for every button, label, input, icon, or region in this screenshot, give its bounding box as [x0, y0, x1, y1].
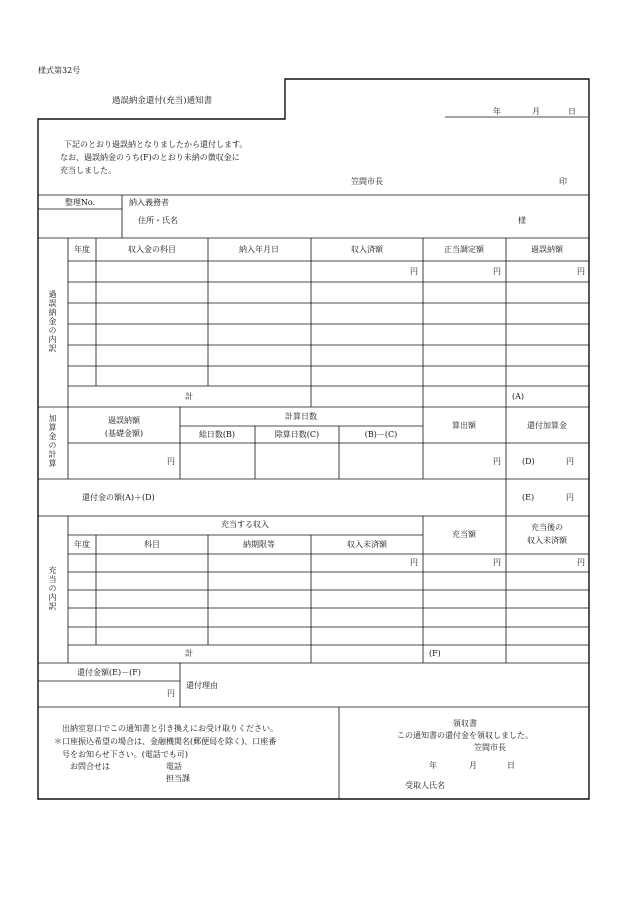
applied-income-header: 充当する収入: [221, 520, 269, 529]
base-amount-sublabel: (基礎金額): [104, 429, 144, 438]
form-title: 過誤納金還付(充当)通知書: [111, 96, 213, 106]
date-day: 日: [568, 107, 576, 116]
refund-total-label: 還付金の額(A)＋(D): [82, 493, 155, 502]
department-label: 担当課: [166, 774, 190, 783]
marker-d: (D): [522, 457, 535, 466]
date-year: 年: [493, 107, 501, 116]
address-name-label: 住所・氏名: [138, 216, 178, 225]
addition-side-label: 加算金の計算: [48, 414, 57, 468]
receipt-title: 領収書: [453, 719, 477, 728]
notes-line-2: ＊口座振込希望の場合は、金融機関名(郵便局を除く)、口座番: [54, 737, 277, 746]
calc-amount-label: 算出額: [452, 421, 476, 430]
marker-f: (F): [429, 649, 441, 658]
overpay-total-label: 計: [185, 392, 193, 401]
days-difference-label: (B)－(C): [364, 430, 398, 439]
unit-yen: 円: [577, 267, 585, 276]
notes-line-3: 号をお知らせ下さい。(電話でも可): [62, 750, 189, 759]
unit-yen: 円: [566, 493, 574, 502]
receipt-year: 年: [429, 761, 437, 770]
refund-reason-label: 還付理由: [186, 681, 218, 690]
date-month: 月: [532, 107, 540, 116]
overpayment-side-label: 過誤納金の内訳: [48, 290, 57, 353]
overpay-header-year: 年度: [74, 245, 90, 254]
approp-header-unpaid: 収入未済額: [347, 540, 387, 549]
unit-yen: 円: [493, 457, 501, 466]
contact-label: お問合せは: [70, 762, 110, 771]
unit-yen: 円: [167, 457, 175, 466]
refund-amount-label: 還付金額(E)－(F): [77, 668, 141, 677]
receipt-text: この通知書の還付金を領収しました。: [397, 731, 533, 740]
calc-days-label: 計算日数: [285, 412, 317, 421]
unit-yen: 円: [410, 267, 418, 276]
approp-header-item: 科目: [144, 540, 160, 549]
approp-header-due: 納期限等: [243, 540, 275, 549]
total-days-label: 総日数(B): [198, 430, 236, 439]
reference-number-label: 整理No.: [64, 198, 96, 207]
issuer-name: 笠間市長: [351, 177, 383, 186]
seal-mark: 印: [559, 177, 567, 186]
appropriation-side-label: 充当の内訳: [48, 566, 57, 611]
unit-yen: 円: [410, 558, 418, 567]
approp-total-label: 計: [185, 649, 193, 658]
marker-a: (A): [512, 392, 525, 401]
receipt-month: 月: [469, 761, 477, 770]
after-unpaid-label-1: 充当後の: [531, 523, 563, 532]
intro-line-2: なお、過誤納金のうち(F)のとおり未納の徴収金に: [60, 153, 240, 162]
recipient-name-label: 受取人氏名: [405, 781, 445, 790]
refund-addition-label: 還付加算金: [527, 421, 567, 430]
overpay-header-received: 収入済額: [351, 245, 383, 254]
receipt-day: 日: [507, 761, 515, 770]
approp-header-year: 年度: [74, 540, 90, 549]
unit-yen: 円: [167, 689, 175, 698]
overpay-header-paid-date: 納入年月日: [239, 245, 279, 254]
overpay-header-item: 収入金の科目: [128, 245, 176, 254]
unit-yen: 円: [577, 558, 585, 567]
unit-yen: 円: [493, 267, 501, 276]
notes-line-1: 出納室窓口でこの通知書と引き換えにお受け取りください。: [62, 724, 278, 733]
applied-amount-label: 充当額: [452, 530, 476, 539]
base-amount-label: 過誤納額: [108, 416, 140, 425]
marker-e: (E): [522, 493, 535, 502]
excluded-days-label: 除算日数(C): [274, 430, 320, 439]
overpay-header-overpaid: 過誤納額: [531, 245, 563, 254]
intro-line-1: 下記のとおり過誤納となりましたから還付します。: [64, 140, 248, 149]
overpay-header-assessed: 正当調定額: [444, 245, 484, 254]
honorific: 様: [518, 216, 526, 225]
phone-label: 電話: [166, 762, 182, 771]
unit-yen: 円: [493, 558, 501, 567]
after-unpaid-label-2: 収入未済額: [527, 536, 567, 545]
intro-line-3: 充当しました。: [60, 166, 116, 175]
obligor-label: 納入義務者: [129, 198, 169, 207]
unit-yen: 円: [566, 457, 574, 466]
receipt-addressee: 笠間市長: [474, 743, 506, 752]
form-number: 様式第32号: [38, 66, 81, 75]
